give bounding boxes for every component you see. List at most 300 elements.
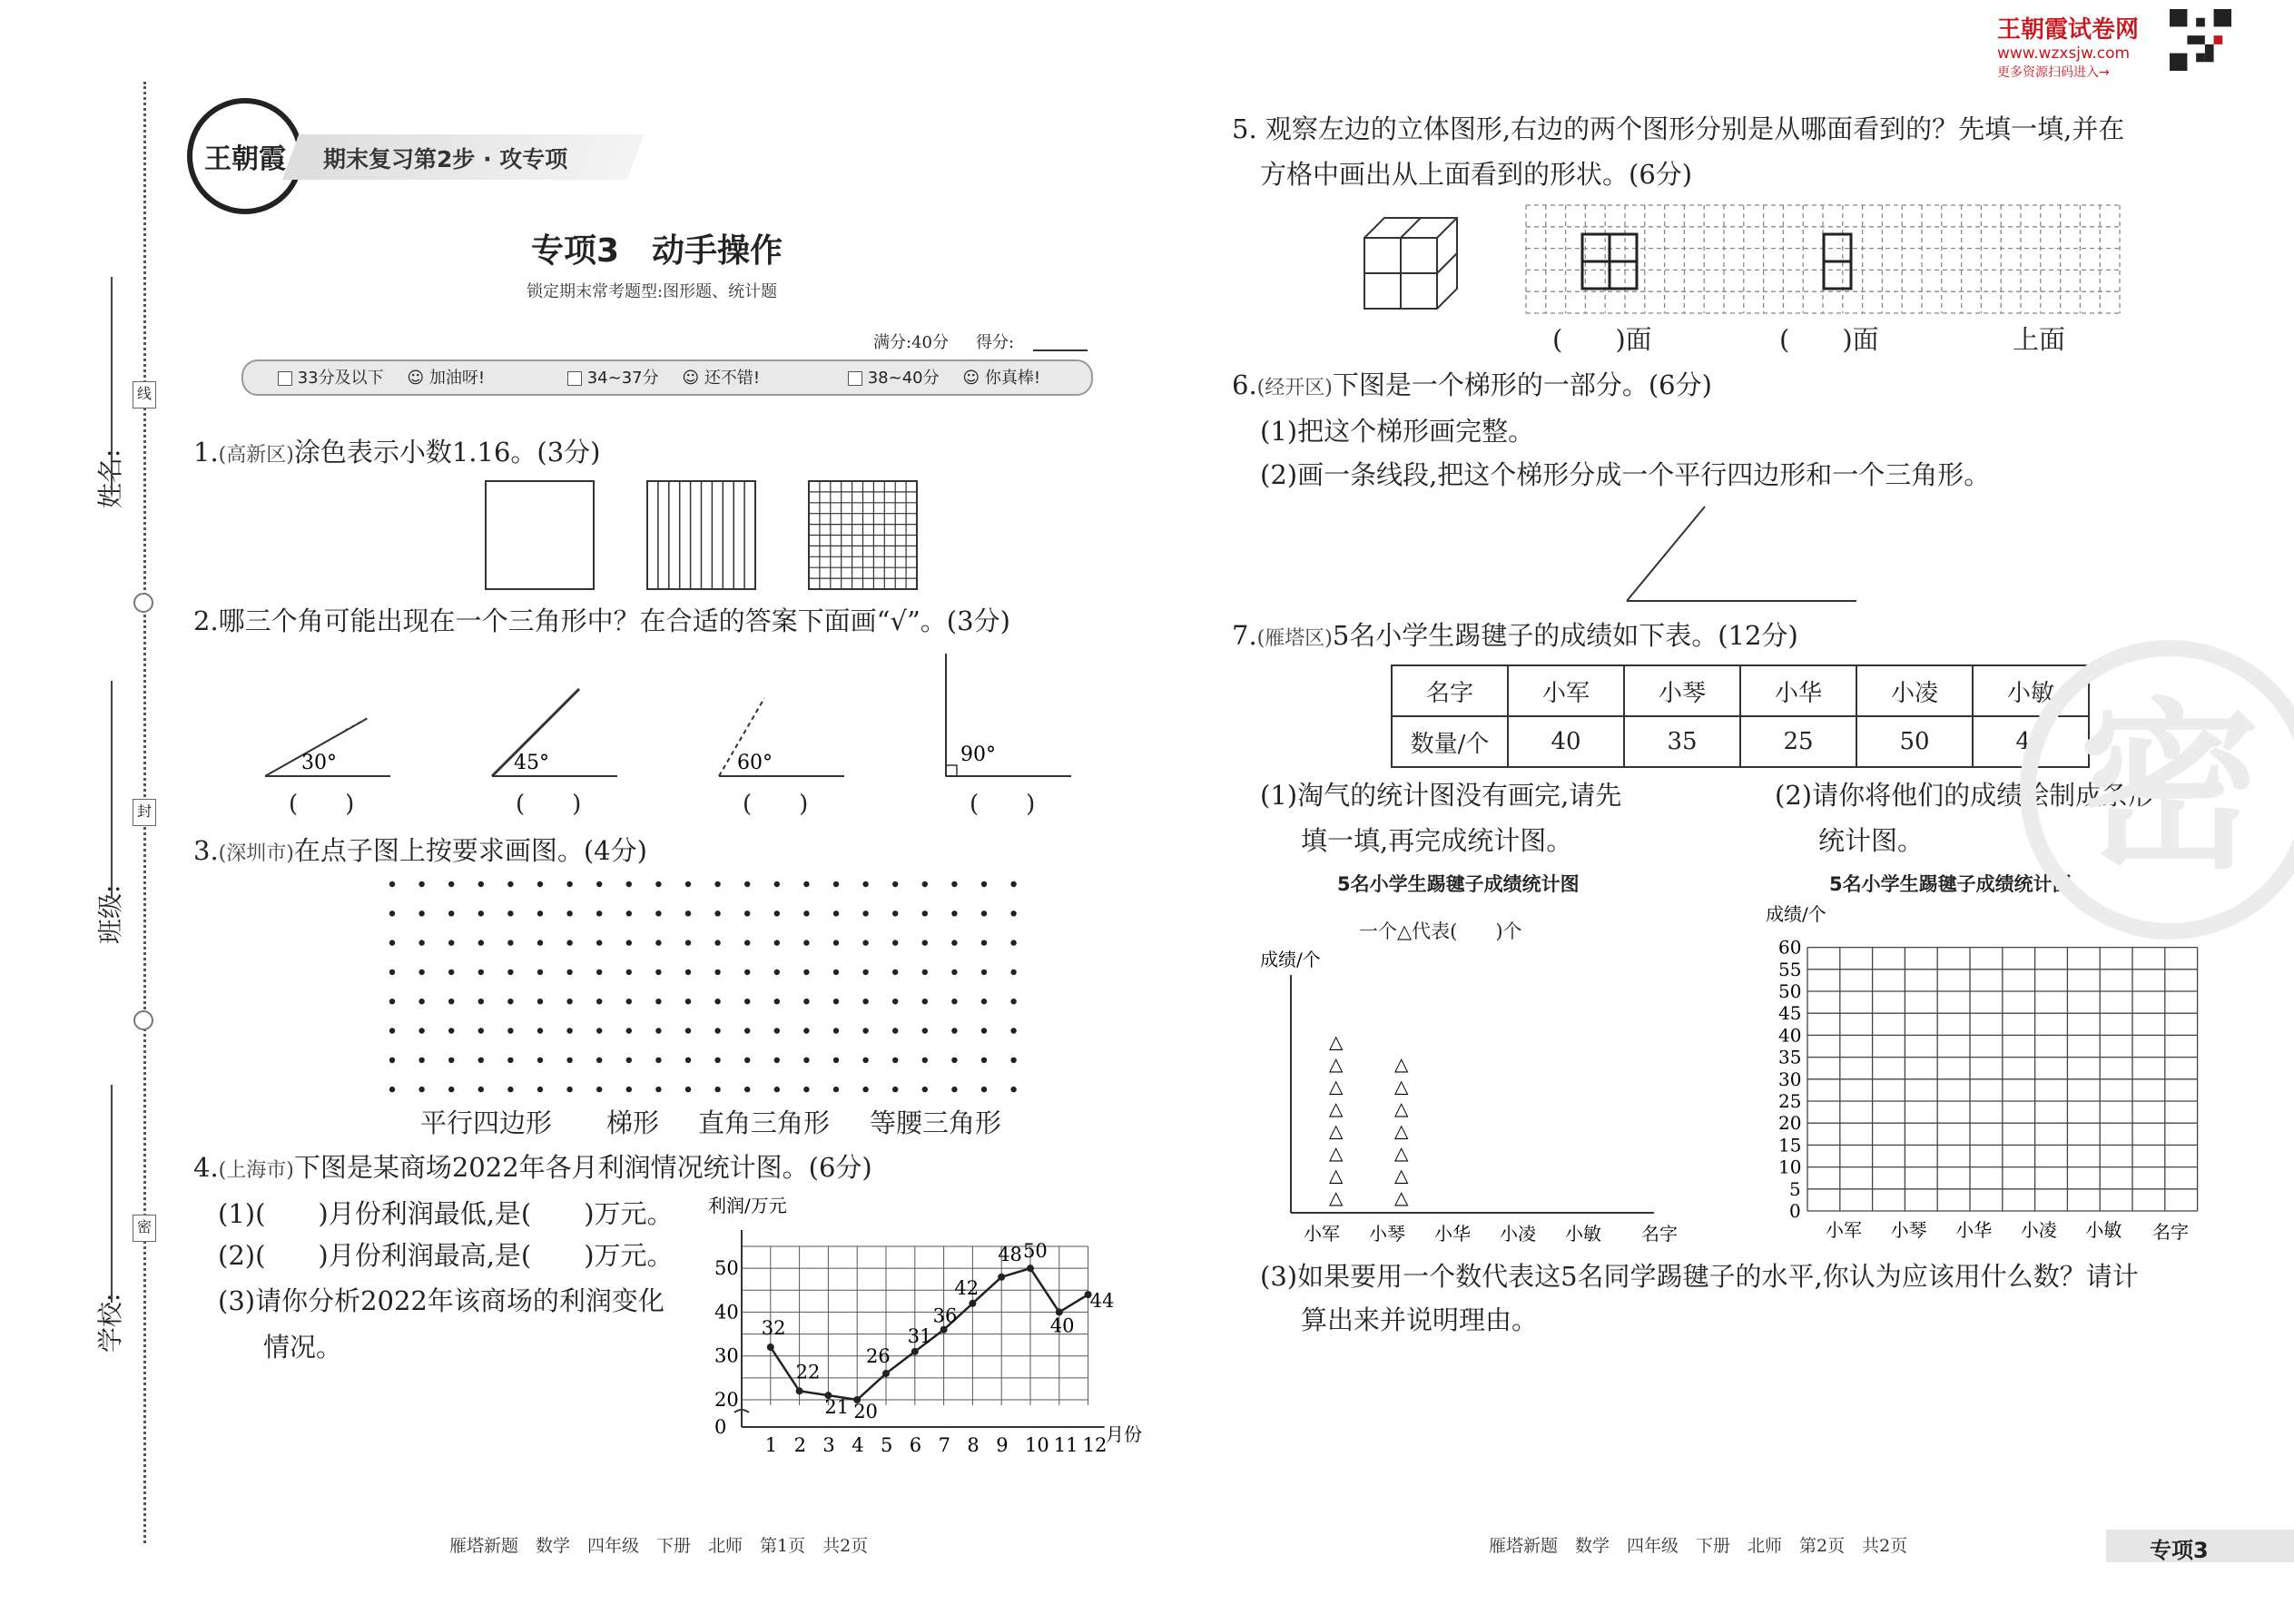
page-title: 专项3 动手操作: [531, 232, 783, 270]
q4: [193, 1149, 872, 1189]
y-tick-label: 35: [1778, 1046, 1802, 1068]
grid-dot[interactable]: [478, 1028, 484, 1033]
q1-source: (高新区): [218, 444, 294, 467]
grid-dot[interactable]: [922, 881, 928, 887]
triangle-icon: △: [1394, 1119, 1409, 1142]
grid-dot[interactable]: [418, 1028, 424, 1033]
category-label: 小琴: [1369, 1223, 1405, 1245]
triangle-icon: △: [1329, 1142, 1344, 1164]
category-label: 小凌: [2020, 1219, 2057, 1241]
grid-dot[interactable]: [596, 881, 602, 887]
grid-dot[interactable]: [507, 999, 513, 1004]
grid-dot[interactable]: [566, 1058, 572, 1063]
grid-dot[interactable]: [389, 1087, 395, 1092]
grid-dot[interactable]: [596, 910, 602, 916]
grid-dot[interactable]: [655, 1028, 661, 1033]
grid-dot[interactable]: [744, 1058, 750, 1063]
grid-dot[interactable]: [714, 999, 720, 1004]
table-cell: 名字: [1392, 665, 1508, 716]
rating-1[interactable]: [278, 365, 485, 389]
grid-dot[interactable]: [448, 1087, 454, 1092]
y-tick-label: 40: [1778, 1024, 1802, 1047]
grid-dot[interactable]: [418, 1087, 424, 1092]
y-tick-label: 0: [1789, 1200, 1801, 1222]
grid-dot[interactable]: [862, 969, 868, 975]
q4-sub3a: (3)请你分析2022年该商场的利润变化: [218, 1285, 665, 1316]
grid-dot[interactable]: [626, 1058, 632, 1063]
grid-dot[interactable]: [478, 969, 484, 975]
grid-dot[interactable]: [803, 881, 809, 887]
grid-dot[interactable]: [803, 1087, 809, 1092]
grid-dot[interactable]: [448, 910, 454, 916]
grid-dot[interactable]: [892, 1087, 898, 1092]
grid-dot[interactable]: [951, 1087, 957, 1092]
grid-dot[interactable]: [655, 910, 661, 916]
q3-text: 在点子图上按要求画图。(4分): [293, 835, 647, 866]
profit-y-label: 利润/万元: [708, 1195, 787, 1216]
rating-label: 38~40分: [867, 369, 940, 388]
x-tick-label: 1: [764, 1434, 778, 1456]
grid-dot[interactable]: [862, 1058, 868, 1063]
grid-dot[interactable]: [596, 999, 602, 1004]
checkbox-icon[interactable]: [848, 371, 862, 386]
grid-dot[interactable]: [626, 1028, 632, 1033]
rating-2[interactable]: [567, 365, 760, 389]
site-url[interactable]: www.wzxsjw.com: [1997, 44, 2131, 63]
grid-dot[interactable]: [1010, 910, 1016, 916]
trapezoid-partial[interactable]: [1616, 501, 1870, 610]
grid-dot[interactable]: [596, 940, 602, 945]
grid-dot[interactable]: [774, 1058, 780, 1063]
category-label: 小琴: [1890, 1219, 1927, 1241]
grid-dot[interactable]: [478, 881, 484, 887]
smile-face-icon: ☺: [407, 369, 425, 388]
grid-dot[interactable]: [803, 969, 809, 975]
footer-tag: 专项3: [2150, 1538, 2209, 1563]
grid-dot[interactable]: [862, 999, 868, 1004]
grid-dot[interactable]: [981, 1087, 987, 1092]
rating-3[interactable]: [848, 365, 1040, 389]
grid-dot[interactable]: [685, 969, 691, 975]
data-label: 21: [824, 1396, 850, 1419]
table-cell: 小琴: [1624, 665, 1740, 716]
grid-dot[interactable]: [418, 940, 424, 945]
grid-dot[interactable]: [507, 1058, 513, 1063]
picto-x-label: 名字: [1641, 1223, 1678, 1245]
category-label: 小凌: [1500, 1223, 1536, 1245]
grid-dot[interactable]: [418, 910, 424, 916]
q7-sub1b: 填一填,再完成统计图。: [1301, 825, 1573, 856]
grid-dot[interactable]: [714, 881, 720, 887]
answer-blank-4[interactable]: ( ): [970, 791, 1036, 818]
answer-blank-1[interactable]: ( ): [289, 791, 355, 818]
grid-dot[interactable]: [862, 910, 868, 916]
category-label: 小军: [1826, 1219, 1862, 1241]
brand-block: [1997, 11, 2161, 81]
grid-dot[interactable]: [981, 1058, 987, 1063]
grid-dot[interactable]: [774, 999, 780, 1004]
whole-square[interactable]: [486, 481, 594, 589]
grid-dot[interactable]: [862, 940, 868, 945]
checkbox-icon[interactable]: [567, 371, 582, 386]
chart1-legend[interactable]: 一个△代表( )个: [1359, 920, 1522, 942]
grid-dot[interactable]: [892, 969, 898, 975]
angle-90-label: 90°: [960, 743, 996, 766]
grid-dot[interactable]: [389, 1058, 395, 1063]
grid-dot[interactable]: [774, 1028, 780, 1033]
grid-dot[interactable]: [389, 881, 395, 887]
school-field[interactable]: [111, 1085, 113, 1303]
grid-dot[interactable]: [685, 1087, 691, 1092]
q2-text: 哪三个角可能出现在一个三角形中？在合适的答案下面画“√”。(3分): [218, 605, 1010, 636]
grid-dot[interactable]: [685, 1028, 691, 1033]
x-tick-label: 3: [822, 1434, 835, 1456]
data-label: 40: [1049, 1314, 1075, 1337]
grid-dot[interactable]: [685, 940, 691, 945]
table-cell: 小军: [1508, 665, 1624, 716]
triangle-icon: △: [1329, 1164, 1344, 1186]
grid-dot[interactable]: [566, 910, 572, 916]
grid-dot[interactable]: [1010, 1028, 1016, 1033]
grid-dot[interactable]: [389, 940, 395, 945]
grid-dot[interactable]: [1010, 881, 1016, 887]
q1-squares[interactable]: [481, 479, 935, 593]
table-row: [1392, 665, 2089, 716]
grid-dot[interactable]: [774, 910, 780, 916]
grid-dot[interactable]: [478, 999, 484, 1004]
grid-dot[interactable]: [833, 910, 839, 916]
grid-dot[interactable]: [803, 940, 809, 945]
grid-dot[interactable]: [507, 1087, 513, 1092]
data-label: 50: [1023, 1240, 1048, 1263]
pictograph-chart[interactable]: [1260, 944, 1696, 1253]
grid-dot[interactable]: [892, 940, 898, 945]
grid-dot[interactable]: [803, 999, 809, 1004]
grid-dot[interactable]: [389, 910, 395, 916]
grid-dot[interactable]: [833, 1028, 839, 1033]
grid-dot[interactable]: [922, 1028, 928, 1033]
grid-dot[interactable]: [566, 881, 572, 887]
grid-dot[interactable]: [418, 999, 424, 1004]
q5-figures[interactable]: [1357, 202, 2129, 320]
footer-right: 雁塔新题 数学 四年级 下册 北师 第2页 共2页: [1489, 1536, 1908, 1556]
grid-dot[interactable]: [981, 910, 987, 916]
grid-dot[interactable]: [833, 881, 839, 887]
grid-dot[interactable]: [448, 999, 454, 1004]
grid-dot[interactable]: [803, 910, 809, 916]
grid-dot[interactable]: [537, 1028, 543, 1033]
qr-code-icon[interactable]: [2170, 9, 2231, 71]
grid-dot[interactable]: [448, 1058, 454, 1063]
q7-sub3a: (3)如果要用一个数代表这5名同学踢毽子的水平,你认为应该用什么数？请计: [1260, 1261, 2139, 1292]
triangle-icon: △: [1394, 1097, 1409, 1119]
grid-dot[interactable]: [862, 1087, 868, 1092]
q6-sub1: (1)把这个梯形画完整。: [1260, 416, 1535, 447]
grid-dot[interactable]: [655, 969, 661, 975]
grid-dot[interactable]: [507, 940, 513, 945]
grid-dot[interactable]: [922, 1087, 928, 1092]
grid-dot[interactable]: [655, 999, 661, 1004]
grid-dot[interactable]: [803, 1028, 809, 1033]
grid-dot[interactable]: [833, 940, 839, 945]
data-point: [998, 1274, 1005, 1281]
grid-dot[interactable]: [566, 1087, 572, 1092]
binding-ring-icon: [133, 1010, 153, 1030]
grid-dot[interactable]: [596, 1087, 602, 1092]
grid-dot[interactable]: [537, 910, 543, 916]
grid-dot[interactable]: [714, 940, 720, 945]
grid-dot[interactable]: [418, 969, 424, 975]
grid-dot[interactable]: [596, 969, 602, 975]
angle-30-label: 30°: [301, 752, 337, 774]
grid-dot[interactable]: [892, 1058, 898, 1063]
page-subtitle: 锁定期末常考题型:图形题、统计题: [527, 282, 778, 301]
grid-dot[interactable]: [566, 940, 572, 945]
q5-top-view: 上面: [2013, 324, 2066, 355]
grid-dot[interactable]: [478, 1087, 484, 1092]
grid-dot[interactable]: [418, 1058, 424, 1063]
x-tick-label: 12: [1082, 1434, 1108, 1456]
grid-dot[interactable]: [478, 910, 484, 916]
q1-text: 涂色表示小数1.16。(3分): [293, 437, 601, 468]
score-label: 得分:: [976, 333, 1015, 352]
bar-chart-grid[interactable]: [1766, 897, 2201, 1251]
grid-dot[interactable]: [507, 881, 513, 887]
score-field[interactable]: [1033, 349, 1088, 351]
profit-x-label: 月份: [1106, 1423, 1142, 1445]
q2-number: 2.: [193, 605, 219, 636]
grid-dot[interactable]: [981, 1028, 987, 1033]
grid-dot[interactable]: [951, 1058, 957, 1063]
grid-dot[interactable]: [478, 1058, 484, 1063]
grid-dot[interactable]: [951, 1028, 957, 1033]
grid-dot[interactable]: [774, 940, 780, 945]
table-cell: 数量/个: [1392, 716, 1508, 767]
grid-dot[interactable]: [537, 999, 543, 1004]
grid-dot[interactable]: [1010, 969, 1016, 975]
banner-text: 期末复习第2步 · 攻专项: [323, 146, 568, 172]
tenths-square[interactable]: [647, 481, 755, 589]
cube-solid: [1364, 218, 1457, 309]
answer-blank-2[interactable]: ( ): [516, 791, 582, 818]
grid-dot[interactable]: [744, 969, 750, 975]
grid-dot[interactable]: [626, 940, 632, 945]
grid-dot[interactable]: [951, 999, 957, 1004]
grid-dot[interactable]: [448, 881, 454, 887]
grid-dot[interactable]: [744, 1028, 750, 1033]
grid-dot[interactable]: [596, 1058, 602, 1063]
grid-dot[interactable]: [922, 969, 928, 975]
grid-dot[interactable]: [1010, 1087, 1016, 1092]
grid-dot[interactable]: [507, 1028, 513, 1033]
grid-dot[interactable]: [1010, 940, 1016, 945]
grid-dot[interactable]: [892, 1028, 898, 1033]
grid-dot[interactable]: [655, 1087, 661, 1092]
grid-dot[interactable]: [951, 881, 957, 887]
q5-line2: 方格中画出从上面看到的形状。(6分): [1260, 159, 1693, 190]
q7-text: 5名小学生踢毽子的成绩如下表。(12分): [1332, 620, 1798, 651]
data-label: 31: [907, 1324, 932, 1347]
grid-dot[interactable]: [803, 1058, 809, 1063]
kick-table: [1391, 664, 2090, 768]
brand-logo: [187, 98, 303, 214]
triangle-icon: △: [1394, 1186, 1409, 1208]
grid-dot[interactable]: [774, 969, 780, 975]
grid-dot[interactable]: [744, 881, 750, 887]
grid-dot[interactable]: [685, 910, 691, 916]
grid-dot[interactable]: [626, 910, 632, 916]
binding-ring-icon: [133, 593, 153, 613]
grid-dot[interactable]: [862, 1028, 868, 1033]
label-right-triangle: 直角三角形: [698, 1107, 831, 1138]
grid-dot[interactable]: [951, 969, 957, 975]
name-label: 姓名:: [95, 448, 125, 508]
grid-dot[interactable]: [448, 1028, 454, 1033]
grid-dot[interactable]: [922, 999, 928, 1004]
q4-sub3b: 情况。: [263, 1332, 343, 1363]
grid-dot[interactable]: [922, 940, 928, 945]
grid-dot[interactable]: [418, 881, 424, 887]
grid-dot[interactable]: [478, 940, 484, 945]
class-field[interactable]: [111, 681, 113, 899]
class-label: 班级:: [95, 884, 125, 944]
grid-dot[interactable]: [655, 1058, 661, 1063]
grid-dot[interactable]: [507, 969, 513, 975]
grid-dot[interactable]: [981, 881, 987, 887]
data-point: [911, 1348, 919, 1355]
grid-dot[interactable]: [537, 1087, 543, 1092]
q4-sub1[interactable]: (1)( )月份利润最低,是( )万元。: [218, 1198, 674, 1229]
grid-dot[interactable]: [744, 940, 750, 945]
grid-dot[interactable]: [744, 910, 750, 916]
data-point: [882, 1370, 890, 1377]
grid-dot[interactable]: [389, 969, 395, 975]
name-field[interactable]: [111, 277, 113, 495]
grid-dot[interactable]: [951, 910, 957, 916]
data-label: 22: [795, 1361, 821, 1383]
grid-dot[interactable]: [922, 910, 928, 916]
answer-blank-3[interactable]: ( ): [743, 791, 809, 818]
grid-dot[interactable]: [981, 999, 987, 1004]
q7-number: 7.: [1232, 620, 1257, 651]
grid-dot[interactable]: [774, 881, 780, 887]
triangle-icon: △: [1394, 1075, 1409, 1097]
q5-line1: 5. 观察左边的立体图形,右边的两个图形分别是从哪面看到的？先填一填,并在: [1232, 113, 2125, 144]
grid-dot[interactable]: [566, 1028, 572, 1033]
dot-grid[interactable]: [381, 875, 1026, 1097]
grid-dot[interactable]: [655, 940, 661, 945]
grid-dot[interactable]: [537, 940, 543, 945]
y-tick-label: 50: [1778, 980, 1802, 1002]
triangle-icon: △: [1329, 1119, 1344, 1142]
grid-dot[interactable]: [626, 969, 632, 975]
grid-dot[interactable]: [1010, 1058, 1016, 1063]
data-label: 32: [761, 1317, 786, 1340]
grid-dot[interactable]: [744, 1087, 750, 1092]
grid-dot[interactable]: [596, 1028, 602, 1033]
grid-dot[interactable]: [626, 999, 632, 1004]
q7-sub1a: (1)淘气的统计图没有画完,请先: [1260, 780, 1622, 811]
rating-label: 33分及以下: [297, 369, 384, 388]
x-tick-label: 10: [1025, 1434, 1049, 1456]
profit-line-chart: [690, 1194, 1162, 1457]
grid-dot[interactable]: [833, 1087, 839, 1092]
table-cell: 45: [1973, 716, 2089, 767]
rating-comment: 还不错!: [704, 369, 761, 388]
grid-dot[interactable]: [626, 881, 632, 887]
grid-dot[interactable]: [507, 910, 513, 916]
table-cell: 40: [1508, 716, 1624, 767]
q7: [1232, 617, 1798, 657]
grid-dot[interactable]: [448, 969, 454, 975]
q3-number: 3.: [193, 835, 219, 866]
grid-dot[interactable]: [862, 881, 868, 887]
grid-dot[interactable]: [685, 881, 691, 887]
grid-dot[interactable]: [537, 1058, 543, 1063]
grid-dot[interactable]: [389, 999, 395, 1004]
seal-mark-2: 封: [133, 799, 156, 826]
grid-dot[interactable]: [389, 1028, 395, 1033]
data-label: 44: [1089, 1290, 1115, 1313]
table-cell: 小凌: [1856, 665, 1973, 716]
grid-dot[interactable]: [833, 999, 839, 1004]
grid-dot[interactable]: [981, 969, 987, 975]
grid-dot[interactable]: [774, 1087, 780, 1092]
grid-dot[interactable]: [537, 881, 543, 887]
checkbox-icon[interactable]: [278, 371, 292, 386]
grid-dot[interactable]: [537, 969, 543, 975]
grid-dot[interactable]: [833, 1058, 839, 1063]
grid-dot[interactable]: [685, 1058, 691, 1063]
triangle-icon: △: [1329, 1053, 1344, 1075]
y-tick-label: 0: [714, 1416, 727, 1438]
grid-dot[interactable]: [714, 1087, 720, 1092]
grid-dot[interactable]: [892, 910, 898, 916]
data-point: [767, 1343, 774, 1351]
grid-dot[interactable]: [892, 881, 898, 887]
hundredths-square[interactable]: [809, 481, 917, 589]
y-tick-label: 20: [1778, 1112, 1802, 1135]
grid-dot[interactable]: [981, 940, 987, 945]
grid-dot[interactable]: [685, 999, 691, 1004]
grid-dot[interactable]: [714, 969, 720, 975]
grid-dot[interactable]: [566, 999, 572, 1004]
site-tip: 更多资源扫码进入→: [1997, 65, 2110, 80]
grid-dot[interactable]: [626, 1087, 632, 1092]
q5-blank-2[interactable]: ( )面: [1779, 324, 1879, 355]
y-tick-label: 55: [1778, 958, 1802, 980]
grid-dot[interactable]: [892, 999, 898, 1004]
grid-dot[interactable]: [566, 969, 572, 975]
full-score: 满分:40分: [873, 333, 949, 352]
q5-blank-1[interactable]: ( )面: [1552, 324, 1652, 355]
grid-dot[interactable]: [655, 881, 661, 887]
table-cell: 25: [1740, 716, 1856, 767]
grid-dot[interactable]: [714, 910, 720, 916]
angle-30: [265, 718, 390, 776]
grid-dot[interactable]: [1010, 999, 1016, 1004]
grid-dot[interactable]: [951, 940, 957, 945]
grid-dot[interactable]: [744, 999, 750, 1004]
category-label: 小华: [1955, 1219, 1993, 1241]
bar-y-label: 成绩/个: [1766, 903, 1826, 925]
grid-dot[interactable]: [833, 969, 839, 975]
grid-dot[interactable]: [714, 1028, 720, 1033]
grid-dot[interactable]: [448, 940, 454, 945]
q4-sub2[interactable]: (2)( )月份利润最高,是( )万元。: [218, 1240, 674, 1271]
grid-dot[interactable]: [922, 1058, 928, 1063]
grid-dot[interactable]: [714, 1058, 720, 1063]
